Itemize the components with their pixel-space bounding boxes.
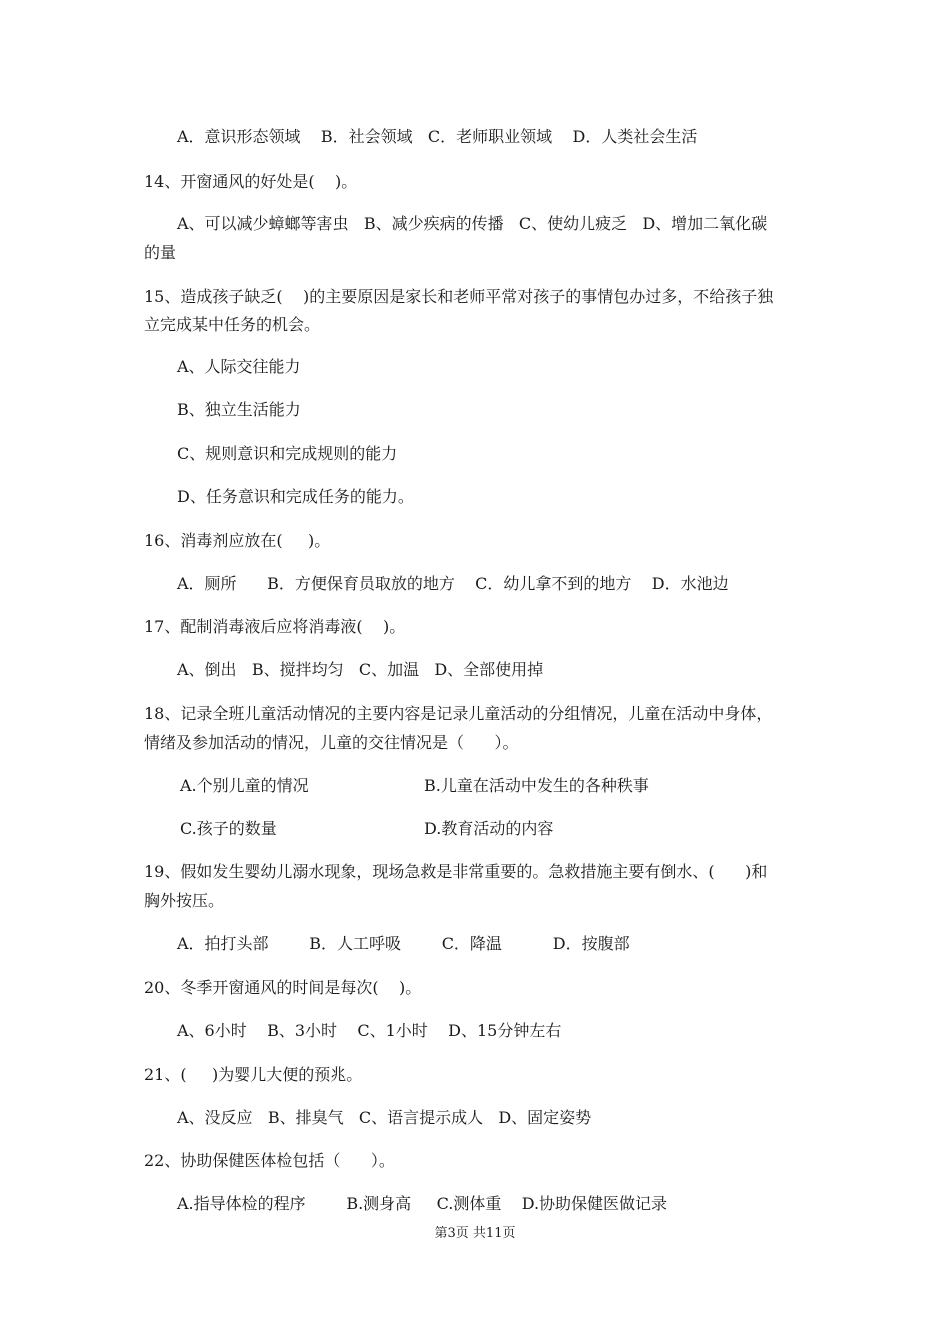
q17-options: A、倒出 B、搅拌均匀 C、加温 D、全部使用掉 xyxy=(177,660,544,679)
q15-option-a: A、人际交往能力 xyxy=(177,357,301,376)
q15-option-c: C、规则意识和完成规则的能力 xyxy=(177,444,398,463)
q18-option-b: B.儿童在活动中发生的各种秩事 xyxy=(424,776,649,795)
q16-options: A．厕所 B．方便保育员取放的地方 C．幼儿拿不到的地方 D．水池边 xyxy=(177,574,729,593)
q19-stem-cont: 胸外按压。 xyxy=(144,891,225,910)
q21-options: A、没反应 B、排臭气 C、语言提示成人 D、固定姿势 xyxy=(177,1108,592,1127)
q18-option-a: A.个别儿童的情况 xyxy=(180,776,309,795)
q21-stem: 21、( )为婴儿大便的预兆。 xyxy=(144,1065,363,1084)
q19-options: A．拍打头部 B．人工呼吸 C．降温 D．按腹部 xyxy=(177,934,630,953)
q15-stem-cont: 立完成某中任务的机会。 xyxy=(144,315,321,334)
q18-option-c: C.孩子的数量 xyxy=(180,819,277,838)
q20-options: A、6小时 B、3小时 C、1小时 D、15分钟左右 xyxy=(177,1021,562,1040)
q18-stem: 18、记录全班儿童活动情况的主要内容是记录儿童活动的分组情况，儿童在活动中身体， xyxy=(144,704,773,723)
q22-options: A.指导体检的程序 B.测身高 C.测体重 D.协助保健医做记录 xyxy=(177,1194,668,1213)
page-footer: 第3页 共11页 xyxy=(434,1226,516,1241)
q18-option-d: D.教育活动的内容 xyxy=(424,819,554,838)
q22-stem: 22、协助保健医体检包括（ ）。 xyxy=(144,1151,395,1170)
q15-stem: 15、造成孩子缺乏( )的主要原因是家长和老师平常对孩子的事情包办过多，不给孩子独 xyxy=(144,287,774,306)
q14-stem: 14、开窗通风的好处是( )。 xyxy=(144,172,358,191)
q15-option-b: B、独立生活能力 xyxy=(177,400,301,419)
q15-option-d: D、任务意识和完成任务的能力。 xyxy=(177,487,414,506)
q20-stem: 20、冬季开窗通风的时间是每次( )。 xyxy=(144,978,422,997)
q17-stem: 17、配制消毒液后应将消毒液( )。 xyxy=(144,617,406,636)
q14-options-cont: 的量 xyxy=(144,243,177,262)
q19-stem: 19、假如发生婴幼儿溺水现象，现场急救是非常重要的。急救措施主要有倒水、( )和 xyxy=(144,862,768,881)
q18-stem-cont: 情绪及参加活动的情况，儿童的交往情况是（ ）。 xyxy=(144,733,519,752)
q13-options: A．意识形态领域 B．社会领域 C．老师职业领域 D．人类社会生活 xyxy=(177,127,698,146)
q14-options: A、可以减少蟑螂等害虫 B、减少疾病的传播 C、使幼儿疲乏 D、增加二氧化碳 xyxy=(177,214,768,233)
q16-stem: 16、消毒剂应放在( )。 xyxy=(144,531,331,550)
